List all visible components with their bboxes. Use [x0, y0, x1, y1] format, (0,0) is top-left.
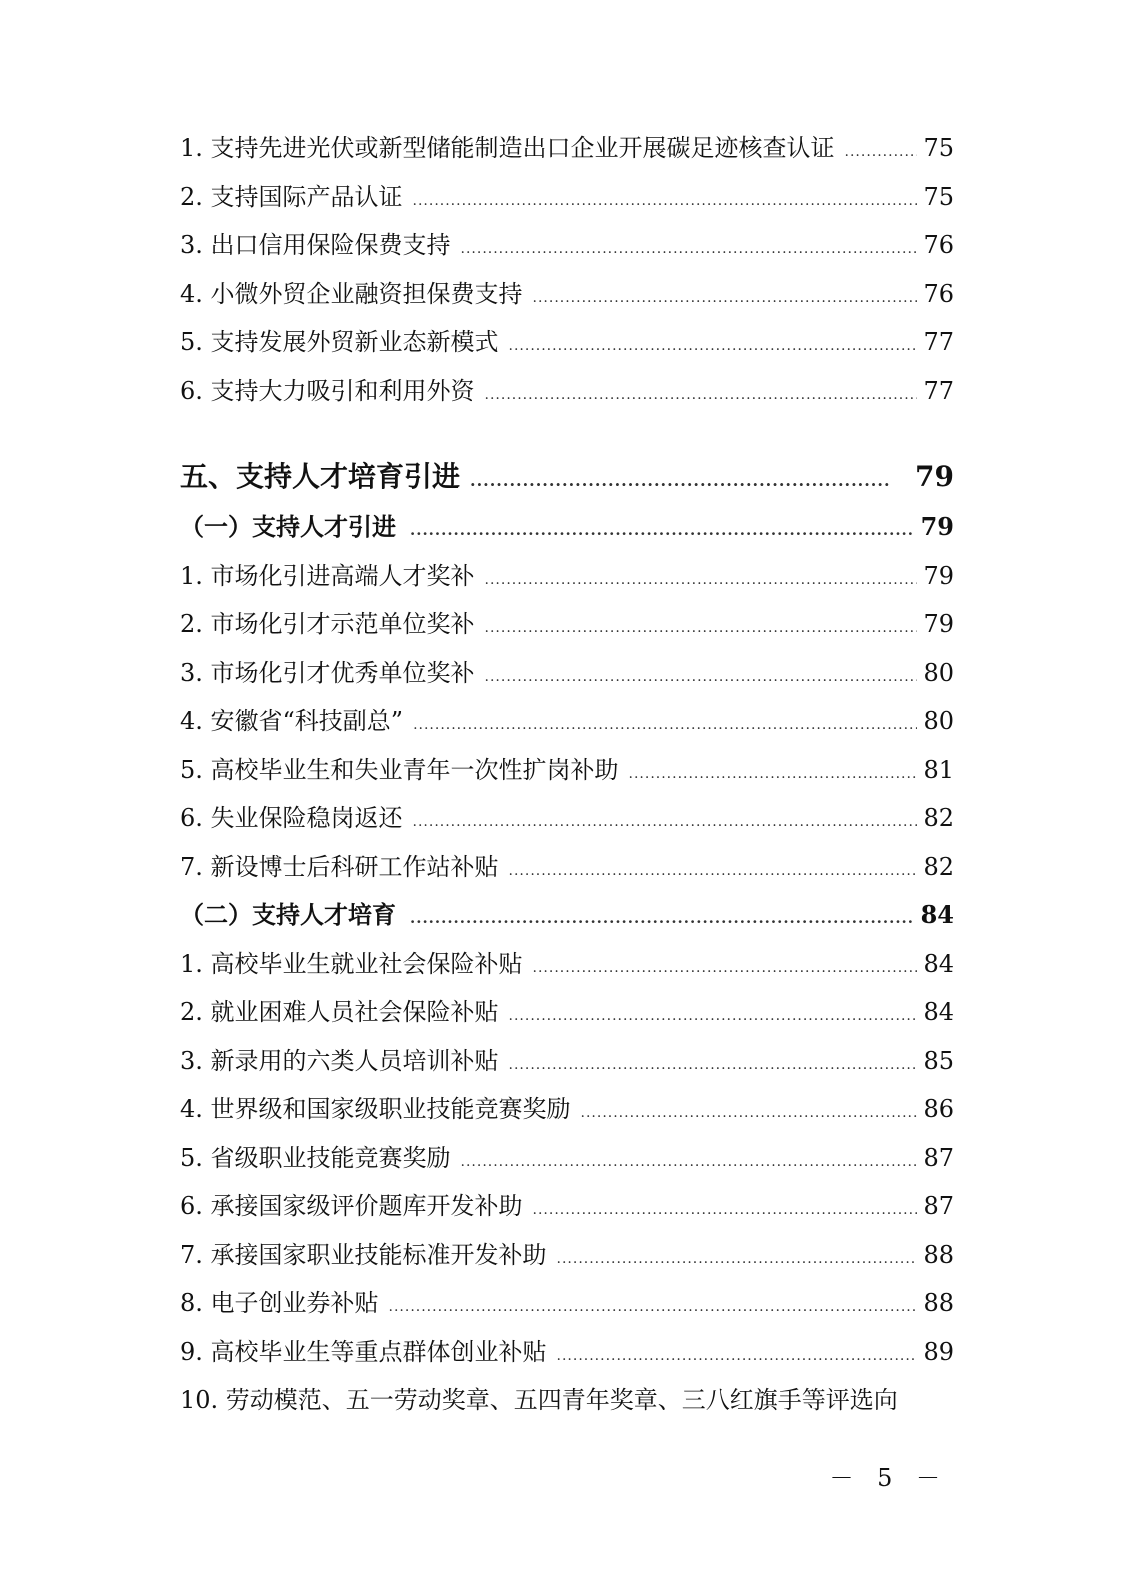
toc-entry-page: 87 — [923, 1143, 954, 1172]
toc-entry-page: 75 — [923, 134, 954, 162]
toc-entry-page: 77 — [923, 328, 954, 356]
toc-entry-continued[interactable] — [180, 1376, 954, 1425]
toc-entry[interactable] — [180, 746, 954, 795]
dot-leader — [509, 322, 918, 371]
toc-entry[interactable] — [180, 1231, 954, 1280]
toc-entry-label: 5. 省级职业技能竞赛奖励 — [180, 1143, 451, 1172]
dot-leader — [557, 1332, 918, 1381]
toc-entry[interactable] — [180, 1328, 954, 1377]
dot-leader — [845, 128, 918, 177]
dot-leader — [485, 556, 918, 605]
toc-entry[interactable] — [180, 988, 954, 1037]
toc-entry-label: 4. 安徽省“科技副总” — [180, 707, 404, 735]
dot-leader — [470, 455, 889, 507]
toc-entry-label: 10. 劳动模范、五一劳动奖章、五四青年奖章、三八红旗手等评选向 — [180, 1386, 898, 1414]
toc-entry[interactable] — [180, 1279, 954, 1328]
toc-entry-label: 3. 市场化引才优秀单位奖补 — [180, 658, 475, 687]
toc-entry[interactable] — [180, 1085, 954, 1134]
toc-entry-page: 81 — [923, 755, 954, 784]
toc-entry[interactable] — [180, 318, 954, 367]
toc-subsection-heading[interactable] — [180, 503, 954, 552]
toc-subsection-page: 79 — [920, 512, 954, 541]
toc-entry-label: 1. 市场化引进高端人才奖补 — [180, 561, 475, 590]
toc-entry-page: 88 — [923, 1240, 954, 1269]
page-number: － 5 － — [829, 1464, 948, 1492]
toc-entry-page: 80 — [923, 658, 954, 687]
dot-leader — [461, 1138, 918, 1187]
dot-leader — [389, 1283, 918, 1332]
toc-entry-page: 88 — [923, 1289, 954, 1317]
toc-entry-label: 2. 市场化引才示范单位奖补 — [180, 610, 475, 638]
dot-leader — [485, 371, 918, 420]
toc-entry[interactable] — [180, 697, 954, 746]
dot-leader — [461, 225, 918, 274]
toc-entry-label: 7. 承接国家职业技能标准开发补助 — [180, 1240, 547, 1269]
dot-leader — [557, 1235, 918, 1284]
dot-leader — [410, 894, 915, 943]
dot-leader — [581, 1089, 918, 1138]
toc-entry-page: 79 — [923, 561, 954, 590]
dot-leader — [509, 1041, 918, 1090]
toc-entry-label: 5. 高校毕业生和失业青年一次性扩岗补助 — [180, 755, 619, 784]
toc-entry[interactable] — [180, 1037, 954, 1086]
toc-entry-label: 5. 支持发展外贸新业态新模式 — [180, 328, 499, 356]
toc-entry-page: 76 — [923, 279, 954, 308]
toc-subsection-page: 84 — [920, 900, 954, 929]
dot-leader — [413, 177, 918, 226]
toc-section-page: 79 — [915, 460, 954, 493]
dot-leader — [629, 750, 918, 799]
toc-entry[interactable] — [180, 367, 954, 416]
toc-entry-label: 3. 新录用的六类人员培训补贴 — [180, 1046, 499, 1075]
dot-leader — [533, 1186, 918, 1235]
toc-entry-label: 1. 支持先进光伏或新型储能制造出口企业开展碳足迹核查认证 — [180, 134, 835, 162]
toc-entry-page: 77 — [923, 376, 954, 405]
dot-leader — [509, 847, 918, 896]
table-of-contents — [180, 124, 954, 1425]
toc-entry-page: 80 — [923, 707, 954, 735]
toc-entry[interactable] — [180, 221, 954, 270]
dot-leader — [533, 944, 918, 993]
toc-entry-label: 8. 电子创业券补贴 — [180, 1289, 379, 1317]
toc-entry-page: 82 — [923, 852, 954, 881]
dot-leader — [533, 274, 918, 323]
toc-entry-page: 84 — [923, 949, 954, 978]
section-spacer — [180, 415, 954, 451]
toc-entry-page: 86 — [923, 1095, 954, 1123]
toc-subsection-heading[interactable] — [180, 891, 954, 940]
dot-leader — [485, 604, 918, 653]
toc-entry-label: 6. 失业保险稳岗返还 — [180, 804, 403, 832]
toc-entry-label: 3. 出口信用保险保费支持 — [180, 231, 451, 259]
toc-entry[interactable] — [180, 794, 954, 843]
toc-entry[interactable] — [180, 1182, 954, 1231]
dot-leader — [413, 701, 917, 750]
toc-entry-page: 75 — [923, 182, 954, 211]
toc-entry-label: 4. 世界级和国家级职业技能竞赛奖励 — [180, 1095, 571, 1123]
toc-entry[interactable] — [180, 1134, 954, 1183]
toc-entry-page: 87 — [923, 1192, 954, 1220]
dot-leader — [413, 798, 918, 847]
toc-subsection-label: （二）支持人才培育 — [180, 900, 396, 929]
toc-section-label: 五、支持人才培育引进 — [180, 460, 461, 493]
toc-entry-label: 7. 新设博士后科研工作站补贴 — [180, 852, 499, 881]
toc-subsection-label: （一）支持人才引进 — [180, 512, 396, 541]
toc-entry-label: 4. 小微外贸企业融资担保费支持 — [180, 279, 523, 308]
toc-entry[interactable] — [180, 552, 954, 601]
toc-entry-page: 79 — [923, 610, 954, 638]
toc-entry-label: 6. 支持大力吸引和利用外资 — [180, 376, 475, 405]
dot-leader — [509, 992, 918, 1041]
toc-entry[interactable] — [180, 940, 954, 989]
toc-entry-page: 76 — [923, 231, 954, 259]
toc-entry[interactable] — [180, 270, 954, 319]
toc-entry-label: 6. 承接国家级评价题库开发补助 — [180, 1192, 523, 1220]
toc-entry-label: 9. 高校毕业生等重点群体创业补贴 — [180, 1337, 547, 1366]
toc-entry-label: 2. 就业困难人员社会保险补贴 — [180, 998, 499, 1026]
toc-entry-page: 85 — [923, 1046, 954, 1075]
toc-entry-label: 2. 支持国际产品认证 — [180, 182, 403, 211]
dot-leader — [485, 653, 918, 702]
toc-entry[interactable] — [180, 124, 954, 173]
toc-section-heading[interactable] — [180, 451, 954, 503]
toc-entry[interactable] — [180, 843, 954, 892]
dot-leader — [410, 506, 915, 555]
toc-entry[interactable] — [180, 173, 954, 222]
toc-entry-page: 82 — [923, 804, 954, 832]
toc-entry-label: 1. 高校毕业生就业社会保险补贴 — [180, 949, 523, 978]
toc-entry[interactable] — [180, 600, 954, 649]
toc-entry-page: 89 — [923, 1337, 954, 1366]
toc-entry-page: 84 — [923, 998, 954, 1026]
toc-entry[interactable] — [180, 649, 954, 698]
